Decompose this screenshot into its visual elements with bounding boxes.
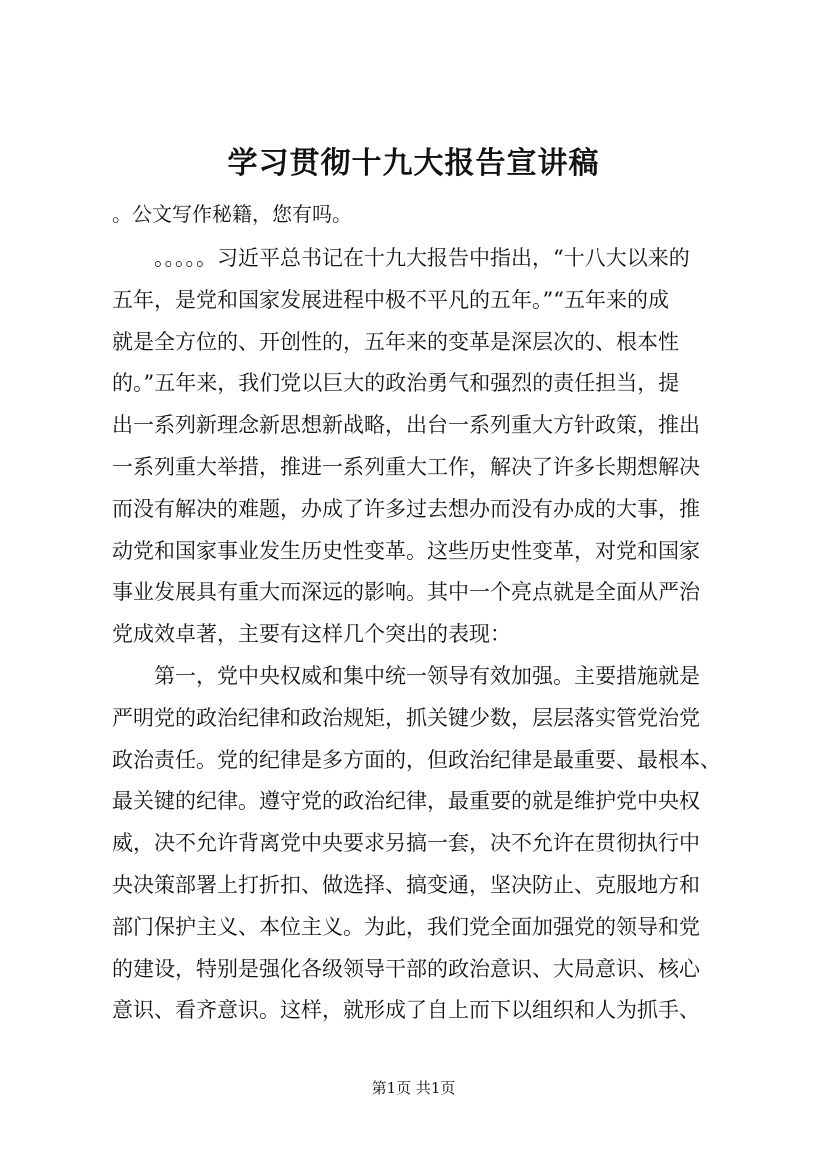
- body-line: 事业发展具有重大而深远的影响。其中一个亮点就是全面从严治: [112, 580, 700, 605]
- body-line: 一系列重大举措，推进一系列重大工作，解决了许多长期想解决: [112, 454, 700, 479]
- page-footer: 第1页 共1页: [371, 1079, 456, 1097]
- body-line: 央决策部署上打折扣、做选择、搞变通，坚决防止、克服地方和: [112, 872, 700, 897]
- body-line: 第一，党中央权威和集中统一领导有效加强。主要措施就是: [154, 663, 700, 688]
- body-line: 出一系列新理念新思想新战略，出台一系列重大方针政策，推出: [112, 413, 700, 438]
- body-line: 的。”五年来，我们党以巨大的政治勇气和强烈的责任担当，提: [112, 371, 680, 396]
- body-line: 威，决不允许背离党中央要求另搞一套，决不允许在贯彻执行中: [112, 831, 700, 856]
- body-line: 最关键的纪律。遵守党的政治纪律，最重要的就是维护党中央权: [112, 789, 700, 814]
- body-line: 意识、看齐意识。这样，就形成了自上而下以组织和人为抓手、: [112, 998, 700, 1023]
- body-line: 。。。。。习近平总书记在十九大报告中指出，“十八大以来的: [154, 246, 690, 270]
- document-title: 学习贯彻十九大报告宣讲稿: [227, 146, 600, 181]
- body-line: 的建设，特别是强化各级领导干部的政治意识、大局意识、核心: [112, 956, 700, 981]
- body-line: 五年，是党和国家发展进程中极不平凡的五年。”“五年来的成: [112, 287, 669, 312]
- body-line: 部门保护主义、本位主义。为此，我们党全面加强党的领导和党: [112, 914, 700, 939]
- body-line: 就是全方位的、开创性的，五年来的变革是深层次的、根本性: [112, 329, 679, 354]
- body-line: 严明党的政治纪律和政治规矩，抓关键少数，层层落实管党治党: [112, 705, 700, 730]
- document-subtitle: 。公文写作秘籍，您有吗。: [112, 202, 352, 226]
- body-line: 动党和国家事业发生历史性变革。这些历史性变革，对党和国家: [112, 538, 700, 563]
- body-line: 而没有解决的难题，办成了许多过去想办而没有办成的大事，推: [112, 496, 700, 521]
- body-line: 政治责任。党的纪律是多方面的，但政治纪律是最重要、最根本、: [112, 747, 721, 772]
- body-line: 党成效卓著，主要有这样几个突出的表现：: [112, 622, 511, 647]
- document-body: [112, 238, 732, 1032]
